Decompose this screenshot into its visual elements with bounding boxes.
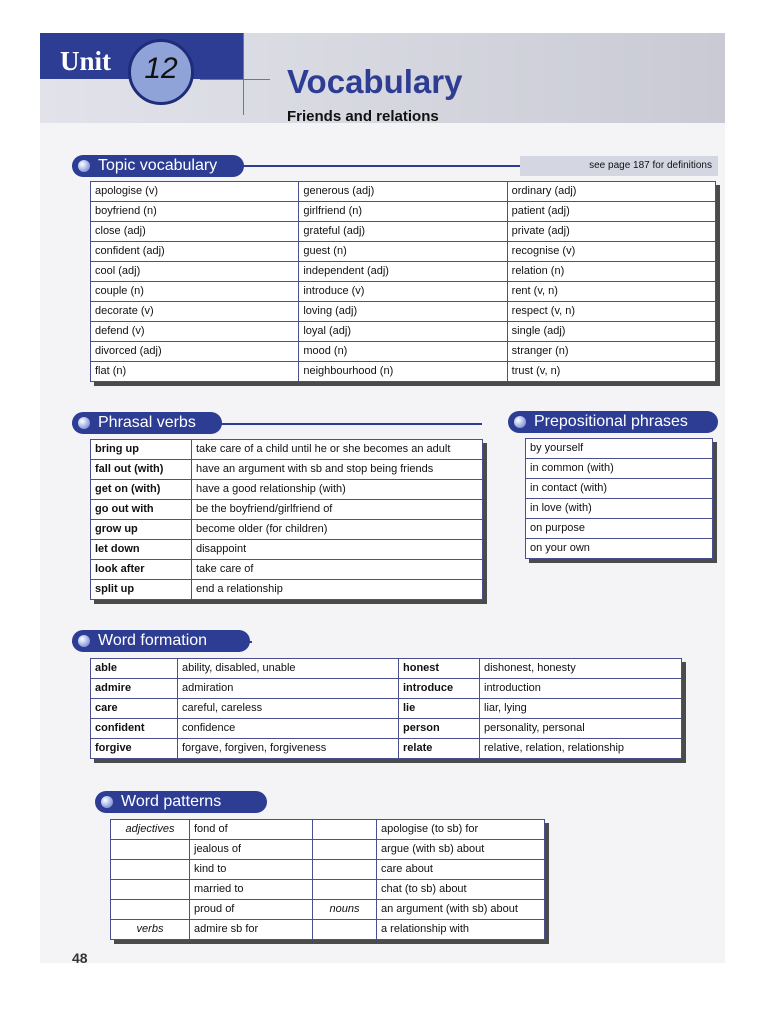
- base-word: admire: [91, 679, 178, 699]
- vocab-word: grateful (adj): [299, 222, 507, 242]
- vocab-word: apologise (v): [91, 182, 299, 202]
- prepositional-phrase: in common (with): [526, 459, 713, 479]
- base-word: confident: [91, 719, 178, 739]
- vocab-word: respect (v, n): [507, 302, 715, 322]
- derived-forms: personality, personal: [480, 719, 682, 739]
- derived-forms: introduction: [480, 679, 682, 699]
- header-divider-vertical: [243, 33, 244, 115]
- phrasal-verb-meaning: disappoint: [192, 540, 483, 560]
- derived-forms: admiration: [178, 679, 399, 699]
- base-word: able: [91, 659, 178, 679]
- list-item: [526, 439, 713, 459]
- derived-forms: confidence: [178, 719, 399, 739]
- vocab-word: generous (adj): [299, 182, 507, 202]
- vocab-word: independent (adj): [299, 262, 507, 282]
- bullet-icon: [101, 796, 113, 808]
- page-subtitle: Friends and relations: [287, 108, 439, 125]
- prepositional-phrases-table: [525, 438, 713, 559]
- phrasal-verb-meaning: have a good relationship (with): [192, 480, 483, 500]
- vocab-word: ordinary (adj): [507, 182, 715, 202]
- vocab-word: girlfriend (n): [299, 202, 507, 222]
- derived-forms: forgave, forgiven, forgiveness: [178, 739, 399, 759]
- phrasal-verb-meaning: take care of: [192, 560, 483, 580]
- pattern-category-label: [313, 820, 377, 840]
- page-number: 48: [72, 950, 88, 966]
- table-row: [111, 820, 545, 840]
- vocab-word: trust (v, n): [507, 362, 715, 382]
- vocab-word: cool (adj): [91, 262, 299, 282]
- phrasal-verb-meaning: take care of a child until he or she becomes an adult: [192, 440, 483, 460]
- base-word: lie: [399, 699, 480, 719]
- table-row: [91, 520, 483, 540]
- noun-pattern: apologise (to sb) for: [377, 820, 545, 840]
- unit-number: 12: [144, 52, 178, 85]
- list-item: [526, 539, 713, 559]
- phrasal-verb: get on (with): [91, 480, 192, 500]
- adjective-pattern: married to: [190, 880, 313, 900]
- vocab-word: mood (n): [299, 342, 507, 362]
- section-heading-word-patterns: Word patterns: [95, 791, 267, 813]
- verb-pattern: admire sb for: [190, 920, 313, 940]
- derived-forms: liar, lying: [480, 699, 682, 719]
- vocab-word: defend (v): [91, 322, 299, 342]
- table-row: [91, 659, 682, 679]
- header-divider-horizontal: [200, 79, 270, 80]
- noun-pattern: an argument (with sb) about: [377, 900, 545, 920]
- pattern-category-label: [111, 880, 190, 900]
- base-word: person: [399, 719, 480, 739]
- pattern-category-label: [313, 840, 377, 860]
- phrasal-verb: split up: [91, 580, 192, 600]
- phrasal-verb: go out with: [91, 500, 192, 520]
- vocab-word: divorced (adj): [91, 342, 299, 362]
- table-row: [111, 900, 545, 920]
- prepositional-phrase: on your own: [526, 539, 713, 559]
- pattern-category-label: [313, 860, 377, 880]
- list-item: [526, 459, 713, 479]
- table-row: [91, 262, 716, 282]
- table-row: [91, 480, 483, 500]
- derived-forms: careful, careless: [178, 699, 399, 719]
- adjective-pattern: kind to: [190, 860, 313, 880]
- section-heading-phrasal-verbs: Phrasal verbs: [72, 412, 222, 434]
- prepositional-phrase: in love (with): [526, 499, 713, 519]
- vocab-word: neighbourhood (n): [299, 362, 507, 382]
- page-title: Vocabulary: [287, 63, 463, 100]
- phrasal-verb: let down: [91, 540, 192, 560]
- vocab-word: decorate (v): [91, 302, 299, 322]
- word-formation-table: [90, 658, 682, 759]
- adjective-pattern: jealous of: [190, 840, 313, 860]
- vocab-word: introduce (v): [299, 282, 507, 302]
- phrasal-verb: bring up: [91, 440, 192, 460]
- vocab-word: close (adj): [91, 222, 299, 242]
- vocab-word: private (adj): [507, 222, 715, 242]
- table-row: [111, 840, 545, 860]
- derived-forms: relative, relation, relationship: [480, 739, 682, 759]
- word-patterns-table: [110, 819, 545, 940]
- pattern-category-label: [111, 860, 190, 880]
- list-item: [526, 479, 713, 499]
- vocab-word: single (adj): [507, 322, 715, 342]
- table-row: [91, 460, 483, 480]
- prepositional-phrase: on purpose: [526, 519, 713, 539]
- vocab-word: guest (n): [299, 242, 507, 262]
- definitions-note: see page 187 for definitions: [520, 156, 718, 176]
- topic-vocabulary-table: [90, 181, 716, 382]
- section-heading-word-formation: Word formation: [72, 630, 250, 652]
- adjective-pattern: proud of: [190, 900, 313, 920]
- table-row: [91, 560, 483, 580]
- list-item: [526, 499, 713, 519]
- table-row: [91, 679, 682, 699]
- prepositional-phrase: by yourself: [526, 439, 713, 459]
- table-row: [91, 500, 483, 520]
- table-row: [91, 342, 716, 362]
- phrasal-verb: look after: [91, 560, 192, 580]
- phrasal-verb-meaning: end a relationship: [192, 580, 483, 600]
- bullet-icon: [78, 635, 90, 647]
- table-row: [91, 739, 682, 759]
- unit-label: Unit: [60, 46, 112, 76]
- table-row: [91, 222, 716, 242]
- phrasal-verb-meaning: have an argument with sb and stop being friends: [192, 460, 483, 480]
- pattern-category-label: adjectives: [111, 820, 190, 840]
- adjective-pattern: fond of: [190, 820, 313, 840]
- vocab-word: boyfriend (n): [91, 202, 299, 222]
- list-item: [526, 519, 713, 539]
- pattern-category-label: [111, 900, 190, 920]
- derived-forms: dishonest, honesty: [480, 659, 682, 679]
- phrasal-verbs-table: [90, 439, 483, 600]
- table-row: [91, 322, 716, 342]
- base-word: introduce: [399, 679, 480, 699]
- table-row: [111, 860, 545, 880]
- table-row: [91, 242, 716, 262]
- pattern-category-label: [313, 880, 377, 900]
- pattern-category-label: [111, 840, 190, 860]
- phrasal-verb: fall out (with): [91, 460, 192, 480]
- vocab-word: couple (n): [91, 282, 299, 302]
- table-row: [111, 920, 545, 940]
- bullet-icon: [78, 417, 90, 429]
- vocab-word: loving (adj): [299, 302, 507, 322]
- phrasal-verb: grow up: [91, 520, 192, 540]
- table-row: [91, 580, 483, 600]
- phrasal-verb-meaning: become older (for children): [192, 520, 483, 540]
- prepositional-phrase: in contact (with): [526, 479, 713, 499]
- table-row: [91, 540, 483, 560]
- table-row: [91, 302, 716, 322]
- section-heading-topic-vocabulary: Topic vocabulary: [72, 155, 244, 177]
- vocab-word: confident (adj): [91, 242, 299, 262]
- section-heading-prepositional-phrases: Prepositional phrases: [508, 411, 718, 433]
- bullet-icon: [78, 160, 90, 172]
- pattern-category-label: nouns: [313, 900, 377, 920]
- vocab-word: stranger (n): [507, 342, 715, 362]
- table-row: [111, 880, 545, 900]
- base-word: forgive: [91, 739, 178, 759]
- table-row: [91, 362, 716, 382]
- noun-pattern: argue (with sb) about: [377, 840, 545, 860]
- pattern-category-label: verbs: [111, 920, 190, 940]
- noun-pattern: a relationship with: [377, 920, 545, 940]
- vocab-word: rent (v, n): [507, 282, 715, 302]
- vocab-word: loyal (adj): [299, 322, 507, 342]
- phrasal-verb-meaning: be the boyfriend/girlfriend of: [192, 500, 483, 520]
- vocab-word: recognise (v): [507, 242, 715, 262]
- table-row: [91, 282, 716, 302]
- derived-forms: ability, disabled, unable: [178, 659, 399, 679]
- vocab-word: patient (adj): [507, 202, 715, 222]
- noun-pattern: care about: [377, 860, 545, 880]
- base-word: relate: [399, 739, 480, 759]
- vocab-word: relation (n): [507, 262, 715, 282]
- pattern-category-label: [313, 920, 377, 940]
- bullet-icon: [514, 416, 526, 428]
- table-row: [91, 202, 716, 222]
- table-row: [91, 699, 682, 719]
- vocab-word: flat (n): [91, 362, 299, 382]
- noun-pattern: chat (to sb) about: [377, 880, 545, 900]
- table-row: [91, 719, 682, 739]
- table-row: [91, 182, 716, 202]
- base-word: care: [91, 699, 178, 719]
- table-row: [91, 440, 483, 460]
- base-word: honest: [399, 659, 480, 679]
